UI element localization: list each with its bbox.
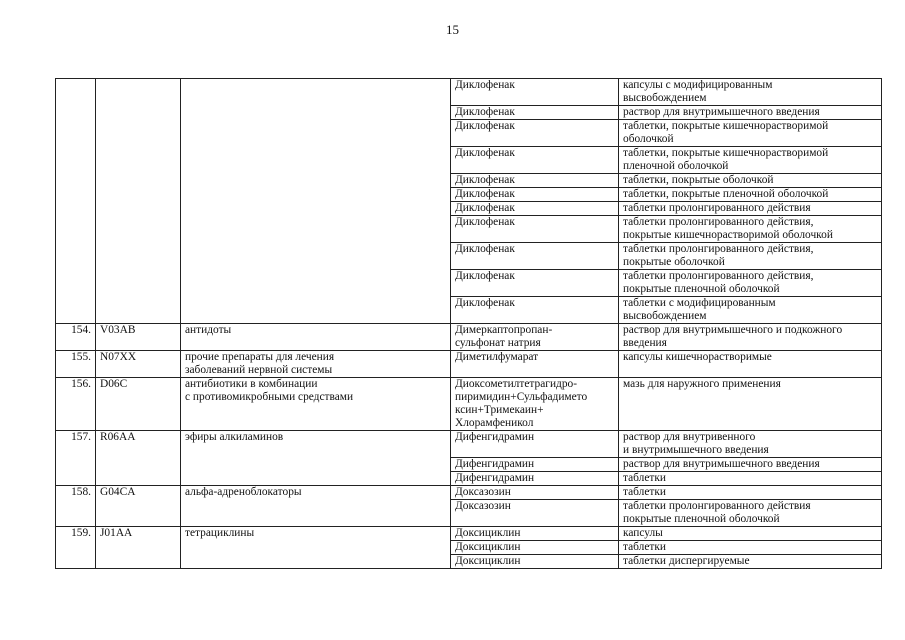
drug-cell-line: Дифенгидрамин <box>455 431 535 443</box>
drug-cell <box>451 202 619 216</box>
drug-cell-line: Диклофенак <box>455 202 515 214</box>
code-cell-line: N07XX <box>100 351 137 363</box>
code-cell-line: G04CA <box>100 486 136 498</box>
group-cell-line: эфиры алкиламинов <box>185 431 284 443</box>
form-cell <box>619 202 882 216</box>
drug-cell <box>451 378 619 431</box>
form-cell-line: раствор для внутривенного <box>623 431 756 443</box>
form-cell <box>619 297 882 324</box>
form-cell-line: таблетки пролонгированного действия, <box>623 270 814 282</box>
drug-cell <box>451 120 619 147</box>
drug-cell <box>451 458 619 472</box>
form-cell-line: таблетки, покрытые оболочкой <box>623 174 774 186</box>
num-cell <box>56 79 96 324</box>
drug-cell-line: Димеркаптопропан- <box>455 324 553 336</box>
form-cell-line: таблетки пролонгированного действия <box>623 500 811 512</box>
drug-cell <box>451 243 619 270</box>
form-cell <box>619 243 882 270</box>
form-cell-line: капсулы кишечнорастворимые <box>623 351 772 363</box>
drug-cell-line: Диклофенак <box>455 120 515 132</box>
num-cell <box>56 431 96 486</box>
form-cell-line: введения <box>623 337 667 349</box>
form-cell <box>619 555 882 569</box>
drug-cell-line: Диклофенак <box>455 216 515 228</box>
form-cell <box>619 120 882 147</box>
form-cell-line: покрытые кишечнорастворимой оболочкой <box>623 229 833 241</box>
table-row <box>56 351 882 378</box>
drug-cell-line: Доксициклин <box>455 555 521 567</box>
form-cell <box>619 541 882 555</box>
num-cell-line: 157. <box>71 431 91 443</box>
form-cell <box>619 472 882 486</box>
code-cell <box>96 378 181 431</box>
drug-cell <box>451 555 619 569</box>
group-cell <box>181 378 451 431</box>
num-cell-line: 158. <box>71 486 91 498</box>
drug-cell-line: Диоксометилтетрагидро- <box>455 378 578 390</box>
form-cell-line: капсулы <box>623 527 663 539</box>
num-cell <box>56 486 96 527</box>
form-cell <box>619 351 882 378</box>
drug-cell <box>451 500 619 527</box>
form-cell <box>619 106 882 120</box>
form-cell-line: таблетки пролонгированного действия, <box>623 216 814 228</box>
form-cell-line: таблетки <box>623 541 667 553</box>
form-cell-line: высвобождением <box>623 92 707 104</box>
form-cell <box>619 458 882 472</box>
drug-cell <box>451 297 619 324</box>
table-row <box>56 527 882 541</box>
form-cell <box>619 324 882 351</box>
form-cell <box>619 188 882 202</box>
drug-cell <box>451 106 619 120</box>
form-cell-line: раствор для внутримышечного введения <box>623 106 820 118</box>
drug-cell-line: сульфонат натрия <box>455 337 541 349</box>
drug-cell-line: Доксазозин <box>455 500 511 512</box>
form-cell-line: пленочной оболочкой <box>623 160 729 172</box>
num-cell <box>56 324 96 351</box>
drug-cell-line: пиримидин+Сульфадимето <box>455 391 588 403</box>
form-cell-line: таблетки <box>623 486 667 498</box>
form-cell-line: таблетки, покрытые кишечнорастворимой <box>623 147 829 159</box>
form-cell-line: и внутримышечного введения <box>623 444 769 456</box>
form-cell-line: покрытые оболочкой <box>623 256 725 268</box>
form-cell <box>619 527 882 541</box>
table-row <box>56 79 882 106</box>
num-cell-line: 159. <box>71 527 91 539</box>
drug-cell-line: Доксициклин <box>455 527 521 539</box>
form-cell-line: таблетки диспергируемые <box>623 555 750 567</box>
drug-cell <box>451 472 619 486</box>
form-cell <box>619 378 882 431</box>
drug-cell-line: Диклофенак <box>455 106 515 118</box>
form-cell-line: раствор для внутримышечного и подкожного <box>623 324 843 336</box>
table-row <box>56 324 882 351</box>
drug-cell-line: Диметилфумарат <box>455 351 539 363</box>
table-row <box>56 486 882 500</box>
form-cell-line: высвобождением <box>623 310 707 322</box>
num-cell <box>56 351 96 378</box>
group-cell <box>181 527 451 569</box>
form-cell-line: оболочкой <box>623 133 674 145</box>
drug-cell-line: Дифенгидрамин <box>455 458 535 470</box>
num-cell <box>56 527 96 569</box>
group-cell-line: с противомикробными средствами <box>185 391 354 403</box>
group-cell <box>181 486 451 527</box>
table-row <box>56 378 882 431</box>
form-cell <box>619 147 882 174</box>
code-cell <box>96 431 181 486</box>
medicines-table <box>55 78 882 569</box>
code-cell <box>96 324 181 351</box>
form-cell-line: таблетки пролонгированного действия <box>623 202 811 214</box>
form-cell-line: таблетки пролонгированного действия, <box>623 243 814 255</box>
form-cell <box>619 270 882 297</box>
drug-cell-line: Диклофенак <box>455 297 515 309</box>
drug-cell <box>451 270 619 297</box>
form-cell <box>619 431 882 458</box>
page-number: 15 <box>446 22 459 37</box>
drug-cell-line: Доксициклин <box>455 541 521 553</box>
group-cell-line: альфа-адреноблокаторы <box>185 486 302 498</box>
table-row <box>56 431 882 458</box>
drug-cell <box>451 147 619 174</box>
drug-cell-line: Хлорамфеникол <box>455 417 534 429</box>
code-cell-line: R06AA <box>100 431 136 443</box>
group-cell <box>181 79 451 324</box>
code-cell <box>96 527 181 569</box>
group-cell <box>181 324 451 351</box>
form-cell-line: капсулы с модифицированным <box>623 79 773 91</box>
form-cell <box>619 79 882 106</box>
drug-cell <box>451 486 619 500</box>
drug-cell <box>451 527 619 541</box>
form-cell-line: таблетки, покрытые пленочной оболочкой <box>623 188 829 200</box>
group-cell-line: антибиотики в комбинации <box>185 378 318 390</box>
form-cell-line: раствор для внутримышечного введения <box>623 458 820 470</box>
drug-cell-line: Диклофенак <box>455 147 515 159</box>
drug-cell-line: Диклофенак <box>455 174 515 186</box>
form-cell-line: таблетки, покрытые кишечнорастворимой <box>623 120 829 132</box>
num-cell-line: 155. <box>71 351 91 363</box>
form-cell-line: таблетки <box>623 472 667 484</box>
form-cell <box>619 500 882 527</box>
group-cell-line: заболеваний нервной системы <box>185 364 333 376</box>
code-cell <box>96 79 181 324</box>
group-cell <box>181 431 451 486</box>
form-cell-line: таблетки с модифицированным <box>623 297 776 309</box>
form-cell-line: покрытые пленочной оболочкой <box>623 283 780 295</box>
code-cell <box>96 351 181 378</box>
drug-cell <box>451 79 619 106</box>
group-cell <box>181 351 451 378</box>
drug-cell-line: Доксазозин <box>455 486 511 498</box>
code-cell <box>96 486 181 527</box>
drug-cell <box>451 188 619 202</box>
drug-cell <box>451 216 619 243</box>
num-cell <box>56 378 96 431</box>
form-cell <box>619 216 882 243</box>
code-cell-line: V03AB <box>100 324 136 336</box>
drug-cell <box>451 174 619 188</box>
group-cell-line: прочие препараты для лечения <box>185 351 335 363</box>
drug-cell-line: Диклофенак <box>455 243 515 255</box>
num-cell-line: 154. <box>71 324 91 336</box>
form-cell <box>619 486 882 500</box>
drug-cell-line: ксин+Тримекаин+ <box>455 404 544 416</box>
drug-cell <box>451 351 619 378</box>
group-cell-line: тетрациклины <box>185 527 255 539</box>
drug-cell <box>451 541 619 555</box>
code-cell-line: J01AA <box>100 527 133 539</box>
drug-cell-line: Диклофенак <box>455 188 515 200</box>
drug-cell <box>451 431 619 458</box>
drug-cell-line: Дифенгидрамин <box>455 472 535 484</box>
num-cell-line: 156. <box>71 378 91 390</box>
code-cell-line: D06C <box>100 378 128 390</box>
drug-cell <box>451 324 619 351</box>
drug-cell-line: Диклофенак <box>455 270 515 282</box>
form-cell <box>619 174 882 188</box>
group-cell-line: антидоты <box>185 324 232 336</box>
drug-cell-line: Диклофенак <box>455 79 515 91</box>
form-cell-line: мазь для наружного применения <box>623 378 781 390</box>
form-cell-line: покрытые пленочной оболочкой <box>623 513 780 525</box>
